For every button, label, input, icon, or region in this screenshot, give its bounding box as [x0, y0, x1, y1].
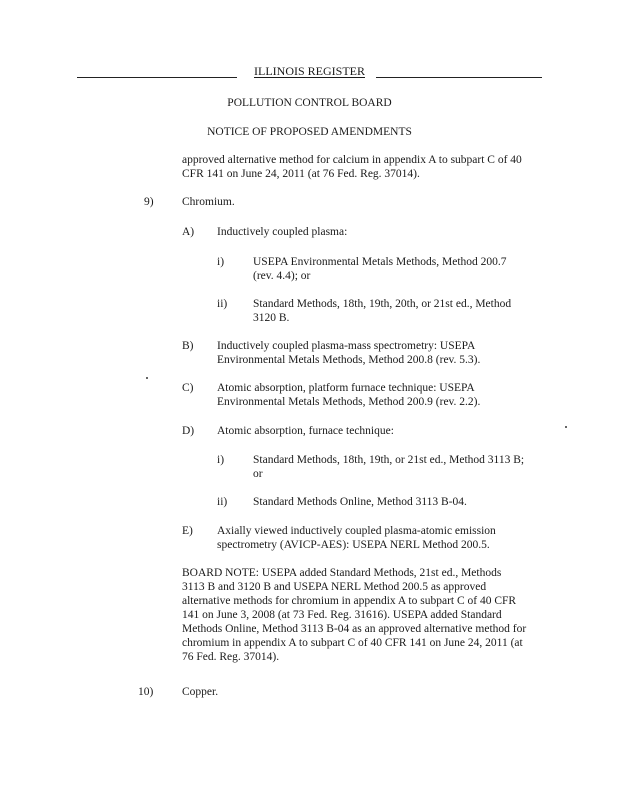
- board-note-line-2: 3113 B and 3120 B and USEPA NERL Method 200.5 as approved: [182, 581, 487, 593]
- item-9a-ii-text: [253, 297, 511, 325]
- board-note-line-3: alternative methods for chromium in appendix A to subpart C of 40 CFR: [182, 595, 517, 607]
- agency-name: POLLUTION CONTROL BOARD: [227, 97, 392, 109]
- item-9a-ii-label: ii): [217, 298, 228, 310]
- board-note-line-1: BOARD NOTE: USEPA added Standard Methods, 21st ed., Methods: [182, 567, 502, 579]
- item-9a-i-line-2: (rev. 4.4); or: [253, 270, 311, 282]
- item-9a-ii-line-2: 3120 B.: [253, 312, 290, 324]
- notice-title: NOTICE OF PROPOSED AMENDMENTS: [207, 126, 412, 138]
- item-9a-i-text: [253, 255, 507, 283]
- register-title: ILLINOIS REGISTER: [254, 64, 365, 78]
- item-9b-label: B): [182, 340, 194, 352]
- item-9c-label: C): [182, 382, 194, 394]
- item-9-number: 9): [144, 196, 154, 208]
- item-9a-label: A): [182, 226, 195, 238]
- item-10-title: Copper.: [182, 686, 219, 698]
- board-note-line-7: 76 Fed. Reg. 37014).: [182, 651, 280, 663]
- board-note: [182, 566, 526, 664]
- item-9a-i-label: i): [217, 256, 225, 268]
- item-9e-line-2: spectrometry (AVICP-AES): USEPA NERL Method 200.5.: [217, 539, 490, 551]
- item-9c-line-2: Environmental Metals Methods, Method 200.9 (rev. 2.2).: [217, 396, 481, 408]
- item-9d-ii-label: ii): [217, 496, 228, 508]
- item-9c-line-1: Atomic absorption, platform furnace technique: USEPA: [217, 382, 475, 394]
- item-9b-line-2: Environmental Metals Methods, Method 200.8 (rev. 5.3).: [217, 354, 481, 366]
- item-9d-i-line-1: Standard Methods, 18th, 19th, or 21st ed., Method 3113 B;: [253, 454, 525, 466]
- item-9-title: Chromium.: [182, 196, 235, 208]
- continuation-paragraph: [182, 153, 522, 181]
- continuation-line-1: approved alternative method for calcium in appendix A to subpart C of 40: [182, 154, 522, 166]
- item-9d-i-text: [253, 453, 524, 481]
- item-9b-line-1: Inductively coupled plasma-mass spectrometry: USEPA: [217, 340, 476, 352]
- item-9a-ii-line-1: Standard Methods, 18th, 19th, 20th, or 21st ed., Method: [253, 298, 512, 310]
- item-10-number: 10): [138, 686, 154, 698]
- item-9a-text: Inductively coupled plasma:: [217, 226, 348, 238]
- item-9c-text: [217, 381, 480, 409]
- item-9d-i-line-2: or: [253, 468, 263, 480]
- item-9d-ii-text: Standard Methods Online, Method 3113 B-04.: [253, 496, 467, 508]
- item-9e-text: [217, 524, 496, 552]
- item-9d-text: Atomic absorption, furnace technique:: [217, 425, 394, 437]
- board-note-line-4: 141 on June 3, 2008 (at 73 Fed. Reg. 31616). USEPA added Standard: [182, 609, 502, 621]
- item-9d-label: D): [182, 425, 195, 437]
- item-9e-line-1: Axially viewed inductively coupled plasma-atomic emission: [217, 525, 496, 537]
- item-9a-i-line-1: USEPA Environmental Metals Methods, Method 200.7: [253, 256, 507, 268]
- item-9e-label: E): [182, 525, 193, 537]
- item-9b-text: [217, 339, 480, 367]
- scan-speck: [565, 426, 567, 428]
- continuation-line-2: CFR 141 on June 24, 2011 (at 76 Fed. Reg. 37014).: [182, 168, 420, 180]
- board-note-line-6: chromium in appendix A to subpart C of 40 CFR 141 on June 24, 2011 (at: [182, 637, 523, 649]
- scan-speck: [146, 377, 148, 379]
- item-9d-i-label: i): [217, 454, 225, 466]
- board-note-line-5: Methods Online, Method 3113 B-04 as an approved alternative method for: [182, 623, 527, 635]
